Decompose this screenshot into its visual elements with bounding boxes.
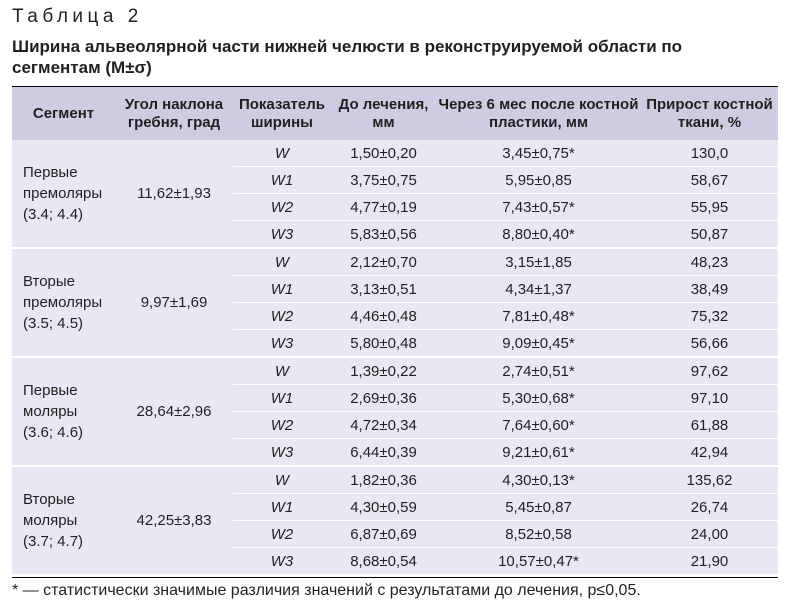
- before-cell: 2,69±0,36: [331, 385, 436, 412]
- angle-cell: 42,25±3,83: [115, 466, 233, 575]
- after-cell: 4,30±0,13*: [436, 466, 641, 494]
- before-cell: 6,44±0,39: [331, 439, 436, 467]
- table-bottom-rule: [12, 577, 778, 578]
- index-cell: W: [233, 140, 331, 167]
- index-cell: W: [233, 248, 331, 276]
- before-cell: 1,82±0,36: [331, 466, 436, 494]
- segment-line: моляры: [23, 403, 78, 420]
- index-cell: W3: [233, 548, 331, 576]
- after-cell: 9,21±0,61*: [436, 439, 641, 467]
- before-cell: 5,80±0,48: [331, 330, 436, 358]
- table-body: [12, 140, 778, 575]
- table-row: [12, 466, 778, 494]
- gain-cell: 58,67: [641, 167, 778, 194]
- segment-line: премоляры: [23, 185, 103, 202]
- header-segment: Сегмент: [12, 87, 115, 140]
- after-cell: 10,57±0,47*: [436, 548, 641, 576]
- segment-line: Вторые: [23, 273, 76, 290]
- after-cell: 9,09±0,45*: [436, 330, 641, 358]
- after-cell: 8,80±0,40*: [436, 221, 641, 249]
- footnote: * — статистически значимые различия значений с результатами до лечения, p≤0,05.: [12, 582, 641, 599]
- segment-line: премоляры: [23, 294, 103, 311]
- index-cell: W: [233, 357, 331, 385]
- before-cell: 1,39±0,22: [331, 357, 436, 385]
- gain-cell: 130,0: [641, 140, 778, 167]
- angle-cell: 11,62±1,93: [115, 140, 233, 248]
- segment-line: (3.6; 4.6): [23, 424, 84, 441]
- header-gain: Прирост костной ткани, %: [641, 87, 778, 140]
- index-cell: W: [233, 466, 331, 494]
- table-row: [12, 357, 778, 385]
- segment-line: (3.7; 4.7): [23, 533, 84, 550]
- before-cell: 1,50±0,20: [331, 140, 436, 167]
- index-cell: W3: [233, 221, 331, 249]
- segment-cell: [12, 466, 115, 575]
- gain-cell: 24,00: [641, 521, 778, 548]
- index-cell: W2: [233, 194, 331, 221]
- after-cell: 3,45±0,75*: [436, 140, 641, 167]
- after-cell: 5,30±0,68*: [436, 385, 641, 412]
- segment-cell: [12, 248, 115, 357]
- index-cell: W1: [233, 385, 331, 412]
- before-cell: 4,72±0,34: [331, 412, 436, 439]
- segment-line: Первые: [23, 382, 78, 399]
- index-cell: W3: [233, 330, 331, 358]
- segment-line: (3.5; 4.5): [23, 315, 84, 332]
- angle-cell: 9,97±1,69: [115, 248, 233, 357]
- segment-cell: [12, 140, 115, 248]
- index-cell: W1: [233, 276, 331, 303]
- after-cell: 3,15±1,85: [436, 248, 641, 276]
- gain-cell: 75,32: [641, 303, 778, 330]
- before-cell: 4,46±0,48: [331, 303, 436, 330]
- before-cell: 3,13±0,51: [331, 276, 436, 303]
- gain-cell: 61,88: [641, 412, 778, 439]
- after-cell: 5,45±0,87: [436, 494, 641, 521]
- index-cell: W2: [233, 303, 331, 330]
- index-cell: W1: [233, 167, 331, 194]
- after-cell: 7,81±0,48*: [436, 303, 641, 330]
- header-before: До лечения, мм: [331, 87, 436, 140]
- after-cell: 7,43±0,57*: [436, 194, 641, 221]
- gain-cell: 21,90: [641, 548, 778, 576]
- gain-cell: 48,23: [641, 248, 778, 276]
- gain-cell: 97,62: [641, 357, 778, 385]
- before-cell: 4,30±0,59: [331, 494, 436, 521]
- header-index: Показатель ширины: [233, 87, 331, 140]
- table-caption: Таблица 2: [12, 6, 143, 27]
- after-cell: 2,74±0,51*: [436, 357, 641, 385]
- angle-cell: 28,64±2,96: [115, 357, 233, 466]
- gain-cell: 26,74: [641, 494, 778, 521]
- segment-cell: [12, 357, 115, 466]
- after-cell: 4,34±1,37: [436, 276, 641, 303]
- gain-cell: 42,94: [641, 439, 778, 467]
- segment-line: Вторые: [23, 491, 76, 508]
- before-cell: 2,12±0,70: [331, 248, 436, 276]
- table-row: [12, 140, 778, 167]
- before-cell: 8,68±0,54: [331, 548, 436, 576]
- index-cell: W2: [233, 521, 331, 548]
- after-cell: 7,64±0,60*: [436, 412, 641, 439]
- header-after: Через 6 мес после костной пластики, мм: [436, 87, 641, 140]
- header-angle: Угол наклона гребня, град: [115, 87, 233, 140]
- after-cell: 5,95±0,85: [436, 167, 641, 194]
- index-cell: W2: [233, 412, 331, 439]
- gain-cell: 56,66: [641, 330, 778, 358]
- index-cell: W3: [233, 439, 331, 467]
- before-cell: 4,77±0,19: [331, 194, 436, 221]
- segment-line: Первые: [23, 164, 78, 181]
- before-cell: 6,87±0,69: [331, 521, 436, 548]
- table-title: Ширина альвеолярной части нижней челюсти в реконструируемой области по сегментам (M±σ): [12, 37, 683, 77]
- before-cell: 5,83±0,56: [331, 221, 436, 249]
- table-row: [12, 248, 778, 276]
- gain-cell: 50,87: [641, 221, 778, 249]
- after-cell: 8,52±0,58: [436, 521, 641, 548]
- index-cell: W1: [233, 494, 331, 521]
- gain-cell: 55,95: [641, 194, 778, 221]
- segment-line: моляры: [23, 512, 78, 529]
- gain-cell: 97,10: [641, 385, 778, 412]
- before-cell: 3,75±0,75: [331, 167, 436, 194]
- header-row: [12, 87, 778, 140]
- gain-cell: 38,49: [641, 276, 778, 303]
- segment-line: (3.4; 4.4): [23, 206, 84, 223]
- gain-cell: 135,62: [641, 466, 778, 494]
- data-table: [12, 87, 778, 576]
